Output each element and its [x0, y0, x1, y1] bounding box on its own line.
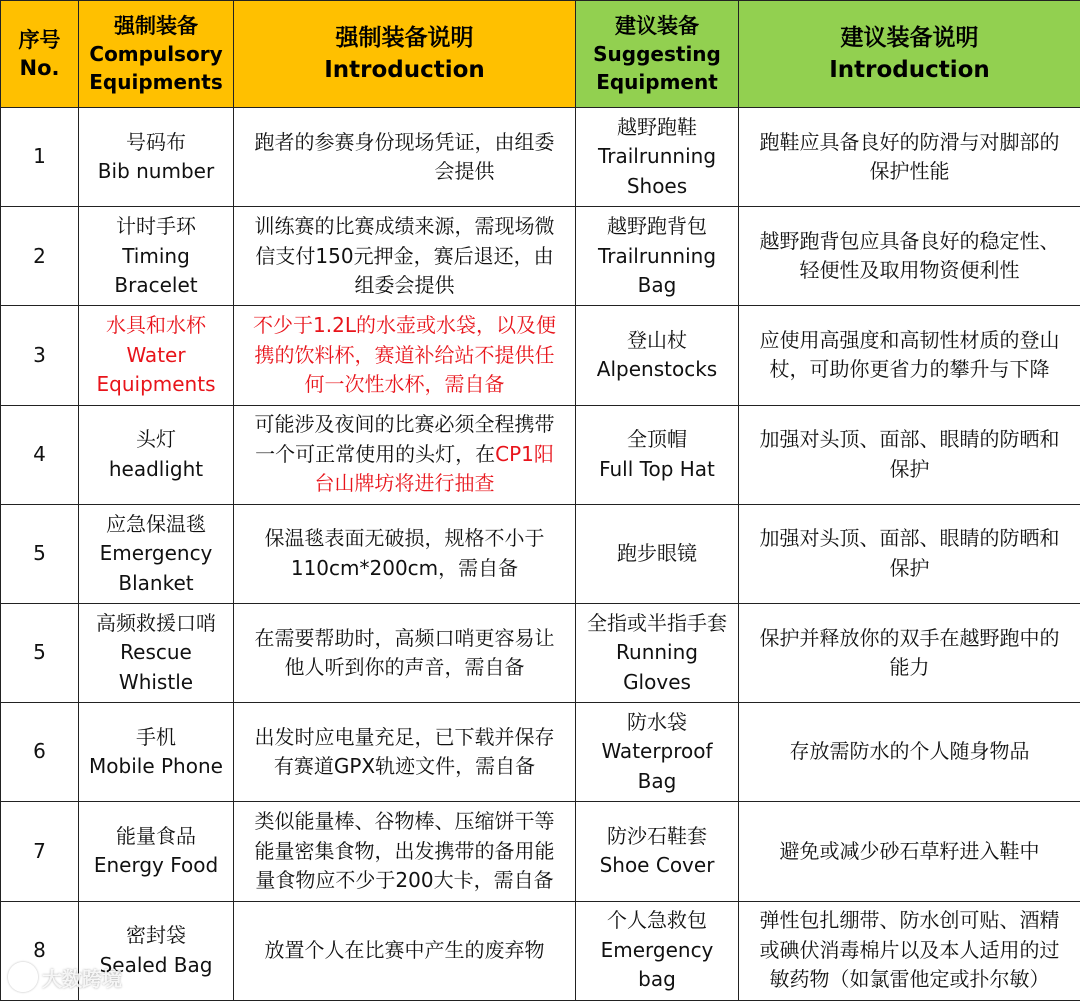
item-en: Blanket [118, 570, 194, 595]
header-compulsory-cn: 强制装备 [114, 14, 198, 38]
desc-line: 敏药物（如氯雷他定或扑尔敏） [769, 967, 1050, 992]
desc-line: 保护并释放你的双手在越野跑中的 [759, 625, 1060, 650]
table-row [1, 603, 1080, 702]
suggest-en: Running [616, 640, 698, 665]
desc-highlight: CP1阳 [495, 441, 554, 466]
suggest-item [576, 405, 739, 504]
suggest-en: bag [638, 967, 676, 992]
suggest-en: Shoe Cover [599, 853, 715, 878]
desc-segment: 一个可正常使用的头灯，在 [255, 441, 496, 466]
desc-highlight: 台山牌坊将进行抽查 [314, 471, 495, 496]
row-number: 8 [1, 901, 79, 1000]
desc-line: 在需要帮助时，高频口哨更容易让 [254, 625, 555, 650]
table-row [1, 306, 1080, 405]
desc-line: 可能涉及夜间的比赛必须全程携带 [254, 412, 555, 437]
desc-line: 携的饮料杯，赛道补给站不提供任 [254, 342, 555, 367]
suggest-cn: 越野跑鞋 [617, 114, 697, 139]
table-row [1, 901, 1080, 1000]
desc-line: 信支付150元押金，赛后退还，由 [255, 243, 554, 268]
item-en: Emergency [99, 541, 213, 566]
item-cn: 头灯 [136, 427, 176, 452]
table-row [1, 504, 1080, 603]
compulsory-desc [234, 306, 576, 405]
suggest-cn: 越野跑背包 [607, 214, 707, 239]
desc-line: 应使用高强度和高韧性材质的登山 [759, 327, 1060, 352]
table-row [1, 108, 1080, 207]
desc-line: 110cm*200cm，需自备 [290, 555, 519, 580]
item-en: Bracelet [114, 273, 198, 298]
item-en: Sealed Bag [99, 952, 213, 977]
item-cn: 能量食品 [116, 823, 196, 848]
desc-line: 能量密集食物，出发携带的备用能 [254, 838, 555, 863]
desc-line: 保护 [889, 456, 930, 481]
suggest-desc [739, 207, 1080, 306]
suggest-en: Alpenstocks [596, 357, 718, 382]
suggest-item [576, 504, 739, 603]
suggest-item [576, 306, 739, 405]
header-compulsory-intro [234, 1, 576, 108]
desc-line: 避免或减少砂石草籽进入鞋中 [779, 838, 1040, 863]
desc-line: 组委会提供 [354, 273, 455, 298]
suggest-item [576, 802, 739, 901]
desc-line: 杖，可助你更省力的攀升与下降 [769, 357, 1050, 382]
header-suggest-intro [739, 1, 1080, 108]
row-number: 7 [1, 802, 79, 901]
desc-line: 跑者的参赛身份现场凭证，由组委 [254, 129, 555, 154]
desc-line: 跑鞋应具备良好的防滑与对脚部的 [759, 129, 1060, 154]
item-en: Rescue [120, 640, 192, 665]
suggest-en: Bag [637, 768, 677, 793]
desc-line: 有赛道GPX轨迹文件，需自备 [273, 754, 536, 779]
suggest-en: Full Top Hat [599, 456, 715, 481]
row-number: 6 [1, 703, 79, 802]
table-row [1, 405, 1080, 504]
desc-line: 他人听到你的声音，需自备 [284, 655, 525, 680]
suggest-en: Trailrunning [597, 144, 717, 169]
suggest-item [576, 108, 739, 207]
header-row [1, 1, 1080, 108]
header-suggest-intro-en: Introduction [829, 57, 990, 83]
watermark [8, 962, 122, 992]
item-cn: 手机 [136, 724, 176, 749]
suggest-desc [739, 108, 1080, 207]
compulsory-desc [234, 405, 576, 504]
suggest-desc [739, 504, 1080, 603]
item-cn: 密封袋 [126, 923, 186, 948]
desc-line: 类似能量棒、谷物棒、压缩饼干等 [254, 809, 555, 834]
compulsory-desc [234, 703, 576, 802]
table-row [1, 703, 1080, 802]
desc-line: 轻便性及取用物资便利性 [799, 258, 1020, 283]
item-cn: 计时手环 [116, 214, 196, 239]
suggest-en: Gloves [623, 669, 691, 694]
desc-line: 不少于1.2L的水壶或水袋，以及便 [253, 313, 556, 338]
row-number: 1 [1, 108, 79, 207]
desc-line: 能力 [889, 655, 930, 680]
item-en: Timing [122, 243, 190, 268]
header-compulsory-en1: Compulsory [89, 42, 223, 66]
suggest-cn: 跑步眼镜 [617, 541, 697, 566]
suggest-desc [739, 405, 1080, 504]
header-compulsory [79, 1, 234, 108]
item-cn: 号码布 [126, 129, 186, 154]
header-no-en: No. [19, 56, 60, 80]
suggest-cn: 登山杖 [627, 327, 687, 352]
desc-line: 保护性能 [869, 159, 950, 184]
header-compulsory-intro-cn: 强制装备说明 [335, 25, 474, 51]
suggest-en: Trailrunning [597, 243, 717, 268]
compulsory-desc [234, 802, 576, 901]
suggest-cn: 个人急救包 [607, 908, 707, 933]
row-number: 4 [1, 405, 79, 504]
desc-line: 保温毯表面无破损，规格不小于 [264, 526, 545, 551]
suggest-cn: 防沙石鞋套 [607, 823, 707, 848]
item-en: Equipments [96, 372, 216, 397]
desc-line: 加强对头顶、面部、眼睛的防晒和 [759, 526, 1060, 551]
item-cn: 高频救援口哨 [96, 610, 216, 635]
desc-line: 放置个人在比赛中产生的废弃物 [264, 937, 545, 962]
desc-line: 越野跑背包应具备良好的稳定性、 [759, 228, 1060, 253]
item-en: Bib number [97, 159, 215, 184]
suggest-item [576, 207, 739, 306]
desc-line [238, 440, 571, 470]
suggest-en: Emergency [600, 937, 714, 962]
suggest-en: Waterproof [601, 739, 713, 764]
suggest-cn: 防水袋 [627, 709, 687, 734]
desc-line: 存放需防水的个人随身物品 [789, 739, 1030, 764]
row-number: 2 [1, 207, 79, 306]
suggest-desc [739, 901, 1080, 1000]
row-number: 5 [1, 504, 79, 603]
suggest-desc [739, 802, 1080, 901]
row-number: 5 [1, 603, 79, 702]
header-no-cn: 序号 [18, 28, 61, 52]
desc-line: 出发时应电量充足，已下载并保存 [254, 724, 555, 749]
item-cn: 应急保温毯 [106, 511, 206, 536]
item-en: Water [126, 342, 186, 367]
suggest-item [576, 603, 739, 702]
header-suggest-cn: 建议装备 [615, 14, 699, 38]
compulsory-item [79, 207, 234, 306]
desc-line: 或碘伏消毒棉片以及本人适用的过 [759, 937, 1060, 962]
compulsory-item [79, 603, 234, 702]
item-en: headlight [108, 456, 204, 481]
desc-line: 训练赛的比赛成绩来源，需现场微 [254, 214, 555, 239]
compulsory-item [79, 108, 234, 207]
header-no [1, 1, 79, 108]
suggest-en: Bag [637, 273, 677, 298]
compulsory-desc [234, 108, 576, 207]
header-suggest [576, 1, 739, 108]
header-compulsory-en2: Equipments [89, 70, 223, 94]
suggest-cn: 全指或半指手套 [587, 610, 727, 635]
item-en: Energy Food [93, 853, 219, 878]
desc-line: 保护 [889, 555, 930, 580]
suggest-item [576, 901, 739, 1000]
compulsory-item [79, 703, 234, 802]
desc-line: 弹性包扎绷带、防水创可贴、酒精 [759, 908, 1060, 933]
suggest-desc [739, 603, 1080, 702]
compulsory-item [79, 802, 234, 901]
item-en: Mobile Phone [89, 754, 223, 779]
header-suggest-intro-cn: 建议装备说明 [840, 25, 979, 51]
desc-line: 会提供 [434, 159, 495, 184]
compulsory-item [79, 306, 234, 405]
compulsory-desc [234, 901, 576, 1000]
compulsory-item [79, 405, 234, 504]
item-en: Whistle [118, 669, 194, 694]
desc-line: 加强对头顶、面部、眼睛的防晒和 [759, 427, 1060, 452]
watermark-text: 大数跨境 [42, 966, 122, 991]
desc-line: 量食物应不少于200大卡，需自备 [255, 868, 554, 893]
header-compulsory-intro-en: Introduction [324, 57, 485, 83]
suggest-cn: 全顶帽 [627, 427, 687, 452]
item-cn: 水具和水杯 [106, 313, 206, 338]
compulsory-item [79, 504, 234, 603]
table-row [1, 802, 1080, 901]
compulsory-desc [234, 504, 576, 603]
table-row [1, 207, 1080, 306]
header-suggest-en2: Equipment [596, 70, 718, 94]
row-number: 3 [1, 306, 79, 405]
suggest-en: Shoes [626, 173, 688, 198]
compulsory-desc [234, 603, 576, 702]
suggest-desc [739, 306, 1080, 405]
watermark-logo-icon [8, 962, 38, 992]
suggest-item [576, 703, 739, 802]
header-suggest-en1: Suggesting [593, 42, 721, 66]
compulsory-desc [234, 207, 576, 306]
suggest-desc [739, 703, 1080, 802]
desc-line: 何一次性水杯，需自备 [304, 372, 505, 397]
